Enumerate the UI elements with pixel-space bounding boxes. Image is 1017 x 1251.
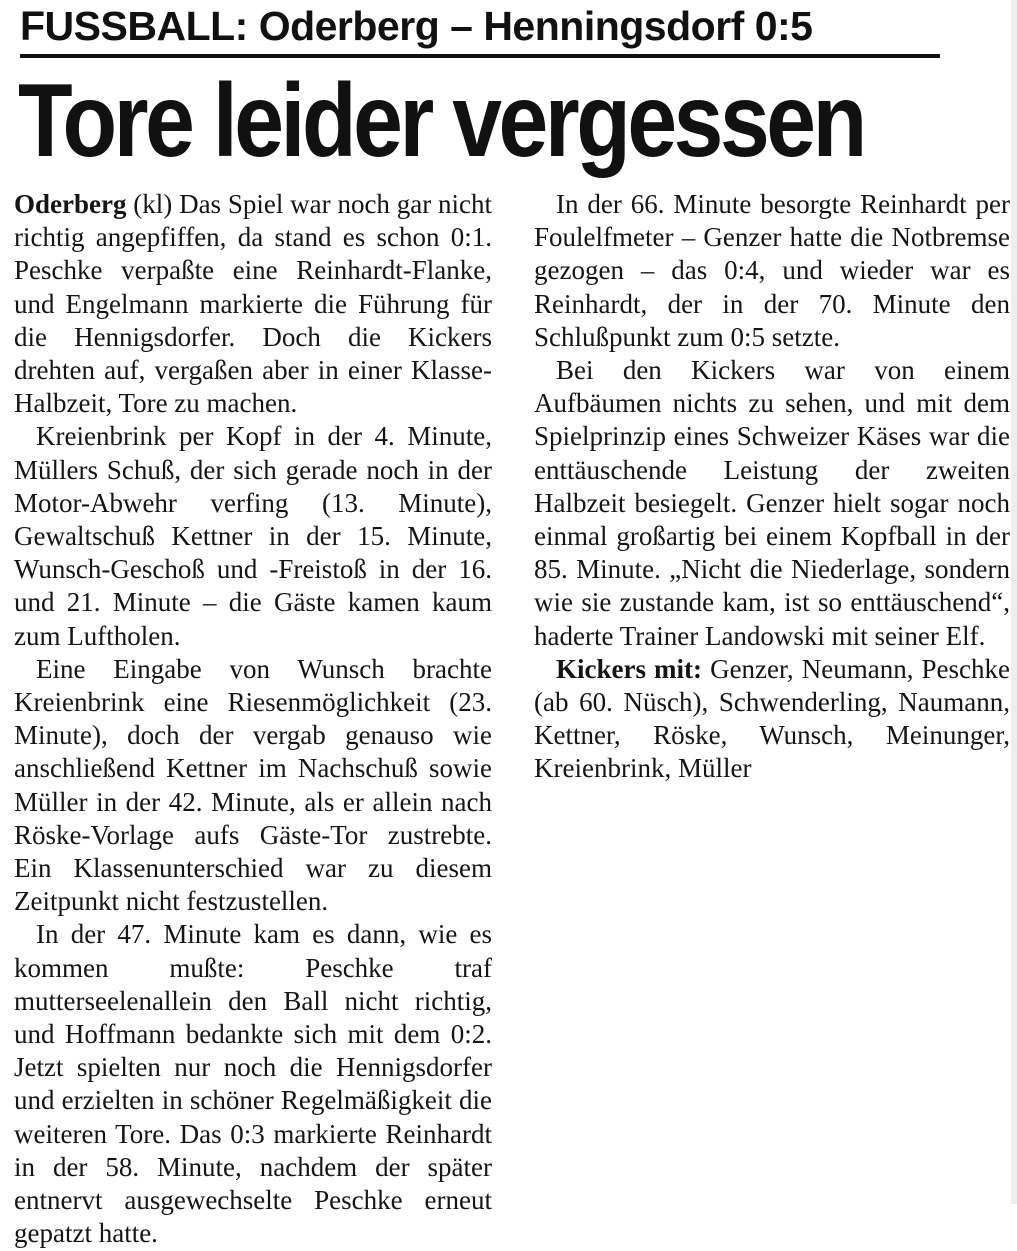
paragraph-4: In der 47. Minute kam es dann, wie es kommen mußte: Peschke traf mutterseelenallein den Ball nicht richtig, und Hoffmann bedankte sich mit dem 0:2. Jetzt spielten nur noch die Hennigsdorfer und erzielten in schöner Regelmäßigkeit die weiteren Tore. Das 0:3 markierte Reinhardt in der 58. Minute, nachdem der später entnervt ausgewechselte Peschke erneut gepatzt hatte. (14, 919, 492, 1249)
article-column-right (534, 188, 1010, 786)
headline: Tore leider vergessen (18, 63, 864, 179)
article-column-left (14, 188, 492, 1251)
paragraph-7 (534, 653, 1010, 786)
paragraph-5: In der 66. Minute besorgte Reinhardt per Foulelfmeter – Genzer hatte die Notbremse gezogen – das 0:4, und wieder war es Reinhardt, der in der 70. Minute den Schlußpunkt zum 0:5 setzte. (534, 189, 1010, 352)
paragraph-1-text: (kl) Das Spiel war noch gar nicht richtig angepfiffen, da stand es schon 0:1. Peschke verpaßte eine Reinhardt-Flanke, und Engelmann markierte die Führung für die Hennigsdorfer. Doch die Kickers drehten auf, vergaßen aber in einer Klasse-Halbzeit, Tore zu machen. (14, 189, 492, 419)
paragraph-2: Kreienbrink per Kopf in der 4. Minute, Müllers Schuß, der sich gerade noch in der Motor-Abwehr verfing (13. Minute), Gewaltschuß Kettner in der 15. Minute, Wunsch-Geschoß und -Freistoß in der 16. und 21. Minute – die Gäste kamen kaum zum Luftholen. (14, 421, 492, 651)
kicker-line: FUSSBALL: Oderberg – Henningsdorf 0:5 (20, 3, 813, 49)
scan-edge (1011, 0, 1017, 1204)
paragraph-6: Bei den Kickers war von einem Aufbäumen nichts zu sehen, und mit dem Spielprinzip eines Schweizer Käses war die enttäuschende Leistung der zweiten Halbzeit besiegelt. Genzer hielt sogar noch einmal großartig bei einem Kopfball in der 85. Minute. „Nicht die Niederlage, sondern wie sie zustande kam, ist so enttäuschend“, haderte Trainer Landowski mit seiner Elf. (534, 355, 1010, 651)
paragraph-1 (14, 188, 492, 420)
dateline: Oderberg (14, 189, 127, 219)
kicker-rule (20, 54, 940, 58)
lineup-label: Kickers mit: (556, 653, 703, 684)
lineup-text: Genzer, Neumann, Peschke (ab 60. Nüsch), Schwenderling, Naumann, Kettner, Röske, Wunsch, Meinunger, Kreienbrink, Müller (534, 653, 1010, 784)
paragraph-3: Eine Eingabe von Wunsch brachte Kreienbrink eine Riesenmöglichkeit (23. Minute), doch der vergab genauso wie anschließend Kettner im Nachschuß sowie Müller in der 42. Minute, als er allein nach Röske-Vorlage aufs Gäste-Tor zustrebte. Ein Klassenunterschied war zu diesem Zeitpunkt nicht festzustellen. (14, 653, 492, 917)
